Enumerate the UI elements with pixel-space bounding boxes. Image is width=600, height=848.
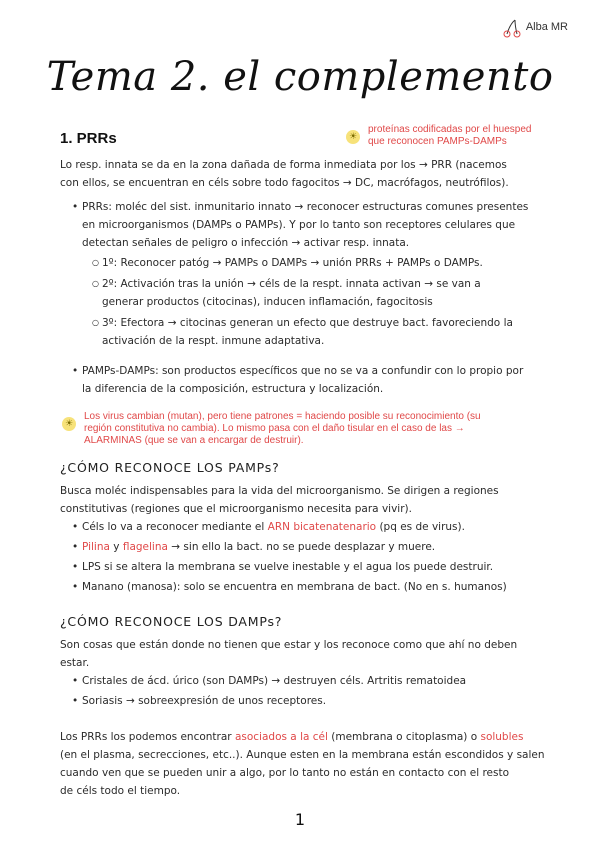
pamps-intro: [60, 482, 560, 518]
section-heading-damps: ¿CÓMO RECONOCE LOS DAMPs?: [60, 614, 283, 629]
page-number: 1: [294, 810, 306, 829]
highlight-term: asociados a la cél: [234, 731, 328, 743]
damps-list: [70, 672, 560, 710]
paragraph-line: de céls todo el tiempo.: [60, 785, 181, 797]
steps-list: [90, 254, 550, 350]
paragraph-line: con ellos, se encuentran en céls sobre todo fagocitos → DC, macrófagos, neutrófilos).: [60, 177, 509, 189]
paragraph-line: (en el plasma, secrecciones, etc..). Aunque esten en la membrana están escondidos y salen: [60, 749, 545, 761]
paragraph-line: en microorganismos (DAMPs o PAMPs). Y por lo tanto son receptores celulares que: [82, 219, 516, 231]
note-line: Los virus cambian (mutan), pero tiene patrones = haciendo posible su reconocimiento (su: [84, 411, 481, 422]
cherry-icon: [501, 16, 523, 38]
pamps-damps-bullet: [70, 362, 550, 398]
list-item: • Manano (manosa): solo se encuentra en membrana de bact. (No en s. humanos): [70, 578, 560, 596]
list-item: • LPS si se altera la membrana se vuelve inestable y el agua los puede destruir.: [70, 558, 560, 576]
paragraph-line: constitutivas (regiones que el microorganismo necesita para vivir).: [60, 503, 412, 515]
list-item: [90, 275, 550, 311]
list-item: • Cristales de ácd. úrico (son DAMPs) → destruyen céls. Artritis rematoidea: [70, 672, 560, 690]
paragraph-line: activación de la respt. inmune adaptativa.: [102, 335, 325, 347]
note-line: ALARMINAS (que se van a encargar de destruir).: [84, 435, 304, 446]
side-note-line: que reconocen PAMPs-DAMPs: [368, 136, 507, 147]
page-title: Tema 2. el complemento: [46, 54, 554, 100]
side-note-line: proteínas codificadas por el huesped: [368, 124, 532, 135]
damps-intro: [60, 636, 560, 672]
highlight-term: flagelina: [122, 541, 168, 553]
list-item: [90, 314, 550, 350]
pamps-list: [70, 518, 560, 596]
paragraph-line: generar productos (citocinas), inducen inflamación, fagocitosis: [102, 296, 433, 308]
intro-paragraph: [60, 156, 560, 192]
highlight-term: ARN bicatenatenario: [267, 521, 377, 533]
highlight-term: Pilina: [82, 541, 110, 553]
closing-paragraph: [60, 728, 565, 800]
paragraph-line: Lo resp. innata se da en la zona dañada de forma inmediata por los → PRR (nacemos: [60, 159, 507, 171]
author-logo: [501, 16, 568, 38]
paragraph-line: ○ 3º: Efectora → citocinas generan un efecto que destruye bact. favoreciendo la: [102, 317, 513, 329]
paragraph-line: Son cosas que están donde no tienen que estar y los reconoce como que ahí no deben: [60, 639, 518, 651]
prrs-bullet: [70, 198, 550, 252]
lightbulb-icon: ☀: [346, 130, 360, 144]
paragraph-line: • PRRs: moléc del sist. inmunitario innato → reconocer estructuras comunes presentes: [82, 201, 529, 213]
highlight-term: solubles: [480, 731, 524, 743]
paragraph-line: ○ 2º: Activación tras la unión → céls de la respt. innata activan → se van a: [102, 278, 481, 290]
list-item: • Soriasis → sobreexpresión de unos receptores.: [70, 692, 560, 710]
list-item: • Céls lo va a reconocer mediante el ARN bicatenatenario (pq es de virus).: [70, 518, 560, 536]
paragraph-line: la diferencia de la composición, estructura y localización.: [82, 383, 384, 395]
paragraph-line: • PAMPs-DAMPs: son productos específicos que no se va a confundir con lo propio por: [82, 365, 524, 377]
paragraph-line: estar.: [60, 657, 90, 669]
paragraph-line: ○ 1º: Reconocer patóg → PAMPs o DAMPs → unión PRRs + PAMPs o DAMPs.: [102, 257, 483, 269]
paragraph-line: Busca moléc indispensables para la vida del microorganismo. Se dirigen a regiones: [60, 485, 499, 497]
side-note: [346, 124, 532, 147]
list-item: [90, 254, 550, 272]
section-heading-pamps: ¿CÓMO RECONOCE LOS PAMPs?: [60, 460, 280, 475]
paragraph-line: Los PRRs los podemos encontrar asociados a la cél (membrana o citoplasma) o solubles: [60, 731, 524, 743]
list-item: • Pilina y flagelina → sin ello la bact. no se puede desplazar y muere.: [70, 538, 560, 556]
section-heading-prrs: 1. PRRs: [60, 130, 117, 147]
paragraph-line: cuando ven que se pueden unir a algo, por lo tanto no están en contacto con el resto: [60, 767, 510, 779]
paragraph-line: detectan señales de peligro o infección → activar resp. innata.: [82, 237, 410, 249]
lightbulb-icon: ☀: [62, 417, 76, 431]
list-item: [70, 362, 550, 398]
author-name: Alba MR: [525, 21, 568, 33]
note-line: región constitutiva no cambia). Lo mismo pasa con el daño tisular en el caso de las →: [84, 423, 465, 434]
list-item: [70, 198, 550, 252]
virus-note: [62, 411, 562, 446]
